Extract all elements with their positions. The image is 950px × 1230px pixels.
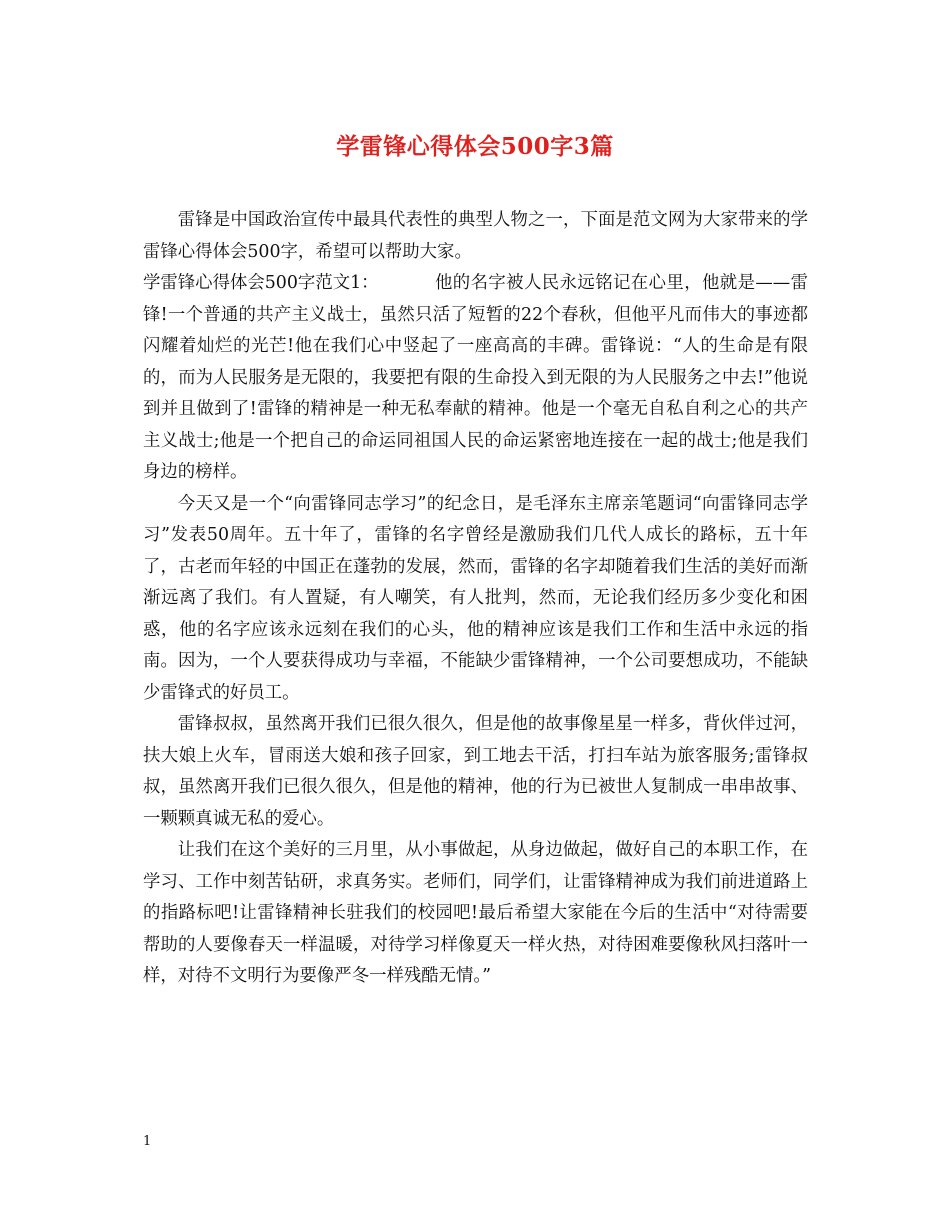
sample-paragraph (143, 268, 808, 489)
paragraph-anniversary: 今天又是一个“向雷锋同志学习”的纪念日，是毛泽东主席亲笔题词“向雷锋同志学习”发表50周年。五十年了，雷锋的名字曾经是激励我们几代人成长的路标，五十年了，古老而年轻的中国正在蓬勃的发展，然而，雷锋的名字却随着我们生活的美好而渐渐远离了我们。有人置疑，有人嘲笑，有人批判，然而，无论我们经历多少变化和困惑，他的名字应该永远刻在我们的心头，他的精神应该是我们工作和生活中永远的指南。因为，一个人要获得成功与幸福，不能缺少雷锋精神，一个公司要想成功，不能缺少雷锋式的好员工。 (143, 493, 808, 703)
document-body (143, 205, 808, 993)
intro-paragraph: 雷锋是中国政治宣传中最具代表性的典型人物之一，下面是范文网为大家带来的学雷锋心得体会500字，希望可以帮助大家。 (143, 210, 808, 262)
sample-heading: 学雷锋心得体会500字范文1： (143, 273, 379, 293)
sample-text: 他的名字被人民永远铭记在心里，他就是——雷锋!一个普通的共产主义战士，虽然只活了短暂的22个春秋，但他平凡而伟大的事迹都闪耀着灿烂的光芒!他在我们心中竖起了一座高高的丰碑。雷锋说：“人的生命是有限的，而为人民服务是无限的，我要把有限的生命投入到无限的为人民服务之中去!”他说到并且做到了!雷锋的精神是一种无私奉献的精神。他是一个毫无自私自利之心的共产主义战士;他是一个把自己的命运同祖国人民的命运紧密地连接在一起的战士;他是我们身边的榜样。 (143, 273, 808, 482)
page-title: 学雷锋心得体会500字3篇 (336, 133, 614, 160)
paragraph-conclusion: 让我们在这个美好的三月里，从小事做起，从身边做起，做好自己的本职工作，在学习、工作中刻苦钻研，求真务实。老师们，同学们，让雷锋精神成为我们前进道路上的指路标吧!让雷锋精神长驻我们的校园吧!最后希望大家能在今后的生活中“对待需要帮助的人要像春天一样温暖，对待学习样像夏天一样火热，对待困难要像秋风扫落叶一样，对待不文明行为要像严冬一样残酷无情。” (143, 840, 808, 986)
page-number: 1 (143, 1134, 152, 1149)
paragraph-stories: 雷锋叔叔，虽然离开我们已很久很久，但是他的故事像星星一样多，背伙伴过河，扶大娘上火车，冒雨送大娘和孩子回家，到工地去干活，打扫车站为旅客服务;雷锋叔叔，虽然离开我们已很久很久，但是他的精神，他的行为已被世人复制成一串串故事、一颗颗真诚无私的爱心。 (143, 714, 808, 829)
